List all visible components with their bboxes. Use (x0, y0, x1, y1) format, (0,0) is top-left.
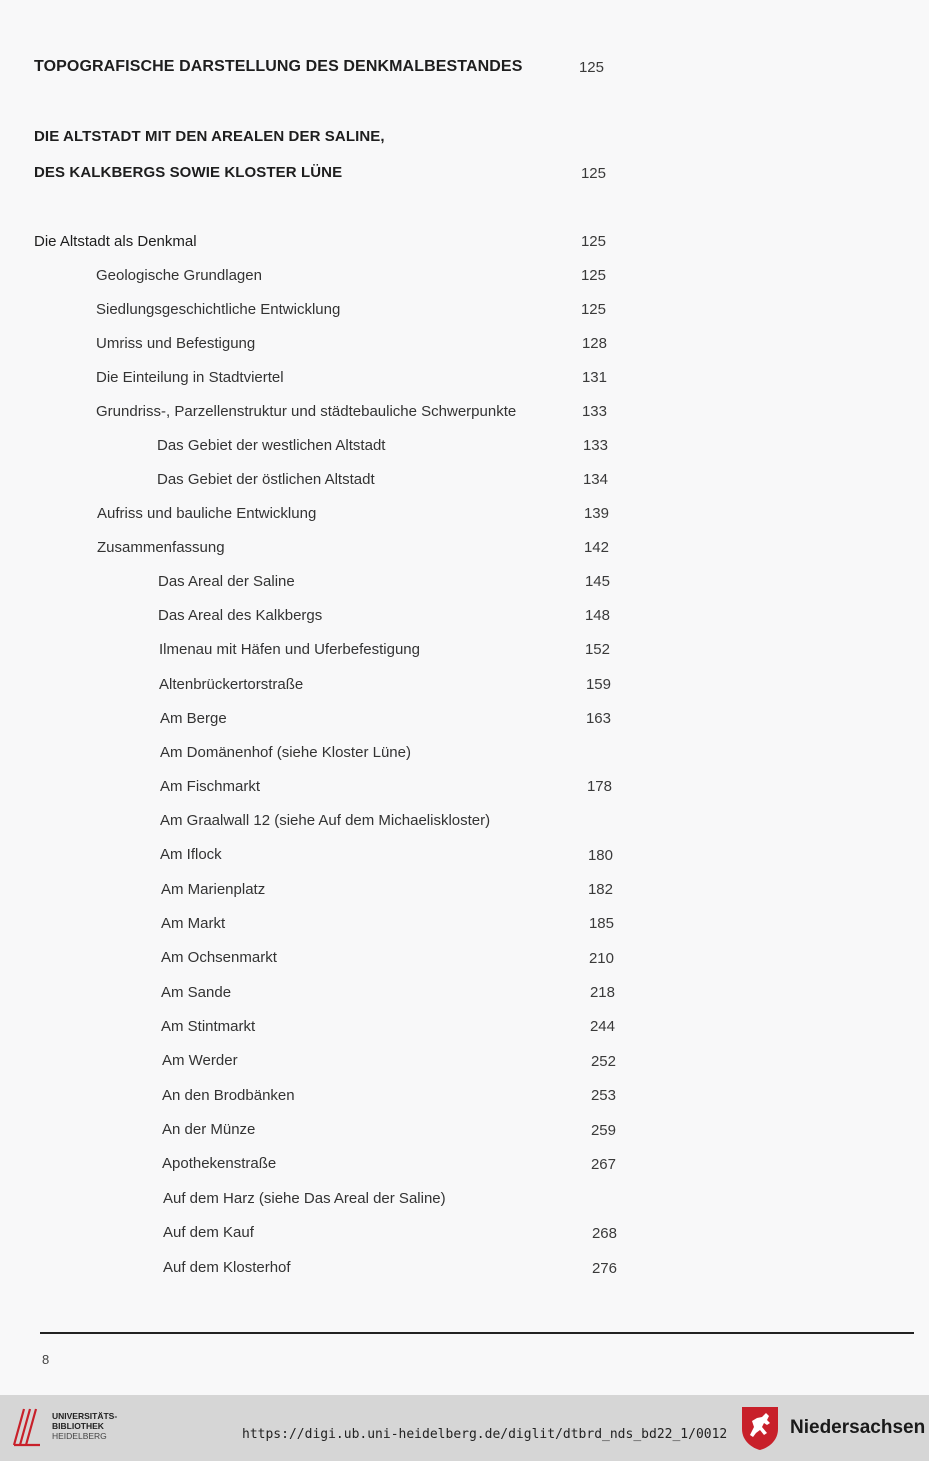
toc-entry-page: 259 (590, 1122, 616, 1139)
viewer-footer-bar (0, 1395, 929, 1461)
document-url-link[interactable]: https://digi.ub.uni-heidelberg.de/diglit/dtbrd_nds_bd22_1/0012 (242, 1427, 728, 1442)
toc-entry: Grundriss-, Parzellenstruktur und städtebauliche Schwerpunkte (96, 403, 517, 420)
library-name-line3: HEIDELBERG (52, 1431, 107, 1441)
toc-entry: Zusammenfassung (97, 539, 225, 556)
toc-entry-page: 159 (585, 676, 611, 693)
toc-entry: Am Marienplatz (161, 881, 266, 898)
toc-entry-page: 125 (580, 267, 606, 284)
toc-main-heading-page: 125 (578, 59, 604, 76)
toc-entry: Siedlungsgeschichtliche Entwicklung (96, 301, 341, 318)
toc-entry-page: 125 (580, 233, 606, 250)
toc-section-heading-line2: DES KALKBERGS SOWIE KLOSTER LÜNE (34, 164, 343, 181)
university-library-name (52, 1411, 117, 1441)
toc-entry-page: 131 (581, 369, 607, 386)
toc-entry: Apothekenstraße (162, 1155, 277, 1172)
toc-entry: Ilmenau mit Häfen und Uferbefestigung (159, 641, 420, 658)
toc-entry-page: 133 (581, 403, 607, 420)
toc-entry: Auf dem Klosterhof (163, 1259, 291, 1276)
toc-entry: Am Fischmarkt (160, 778, 261, 795)
toc-entry: Am Markt (161, 915, 226, 932)
toc-section-heading-line1: DIE ALTSTADT MIT DEN AREALEN DER SALINE, (34, 128, 385, 145)
toc-entry-page: 244 (589, 1018, 615, 1035)
toc-entry: Auf dem Harz (siehe Das Areal der Saline) (163, 1190, 446, 1207)
footer-rule (40, 1332, 914, 1334)
toc-entry: Am Stintmarkt (161, 1018, 256, 1035)
toc-entry: Die Altstadt als Denkmal (34, 233, 197, 250)
toc-entry-page: 182 (587, 881, 613, 898)
toc-entry-page: 268 (591, 1225, 617, 1242)
toc-entry: Aufriss und bauliche Entwicklung (97, 505, 317, 522)
toc-entry: Umriss und Befestigung (96, 335, 256, 352)
toc-entry: An der Münze (162, 1121, 256, 1138)
toc-entry-page: 163 (585, 710, 611, 727)
page-number: 8 (42, 1352, 50, 1367)
toc-entry-page: 178 (586, 778, 612, 795)
toc-section-heading-page: 125 (580, 165, 606, 182)
toc-entry-page: 180 (587, 847, 613, 864)
toc-entry: Am Iflock (160, 846, 222, 863)
toc-entry-page: 152 (584, 641, 610, 658)
toc-entry-page: 128 (581, 335, 607, 352)
toc-entry-page: 142 (583, 539, 609, 556)
toc-entry: Die Einteilung in Stadtviertel (96, 369, 284, 386)
toc-entry: Geologische Grundlagen (96, 267, 262, 284)
toc-entry: Auf dem Kauf (163, 1224, 254, 1241)
toc-entry: Das Areal der Saline (158, 573, 295, 590)
toc-entry: Am Domänenhof (siehe Kloster Lüne) (160, 744, 411, 761)
toc-entry: An den Brodbänken (162, 1087, 295, 1104)
toc-entry: Das Areal des Kalkbergs (158, 607, 323, 624)
toc-entry-page: 185 (588, 915, 614, 932)
toc-entry-page: 139 (583, 505, 609, 522)
toc-entry-page: 252 (590, 1053, 616, 1070)
toc-entry: Am Werder (162, 1052, 238, 1069)
toc-entry-page: 253 (590, 1087, 616, 1104)
toc-entry-page: 134 (582, 471, 608, 488)
niedersachsen-label: Niedersachsen (790, 1417, 926, 1438)
library-name-line2: BIBLIOTHEK (52, 1421, 104, 1431)
toc-entry: Am Graalwall 12 (siehe Auf dem Michaeliskloster) (160, 812, 491, 829)
toc-entry-page: 267 (590, 1156, 616, 1173)
niedersachsen-horse-shield-icon (740, 1405, 780, 1451)
toc-entry: Am Berge (160, 710, 227, 727)
toc-entry: Altenbrückertorstraße (159, 676, 304, 693)
library-name-line1: UNIVERSITÄTS- (52, 1411, 118, 1421)
toc-entry: Das Gebiet der westlichen Altstadt (157, 437, 386, 454)
toc-entry-page: 125 (580, 301, 606, 318)
toc-entry-page: 148 (584, 607, 610, 624)
toc-entry-page: 218 (589, 984, 615, 1001)
university-library-logo-icon (10, 1405, 46, 1449)
toc-entry: Am Ochsenmarkt (161, 949, 277, 966)
toc-entry-page: 210 (588, 950, 614, 967)
toc-main-heading: TOPOGRAFISCHE DARSTELLUNG DES DENKMALBESTANDES (34, 58, 523, 75)
toc-entry-page: 145 (584, 573, 610, 590)
toc-entry: Das Gebiet der östlichen Altstadt (157, 471, 375, 488)
toc-entry-page: 276 (591, 1260, 617, 1277)
toc-entry: Am Sande (161, 984, 232, 1001)
toc-entry-page: 133 (582, 437, 608, 454)
